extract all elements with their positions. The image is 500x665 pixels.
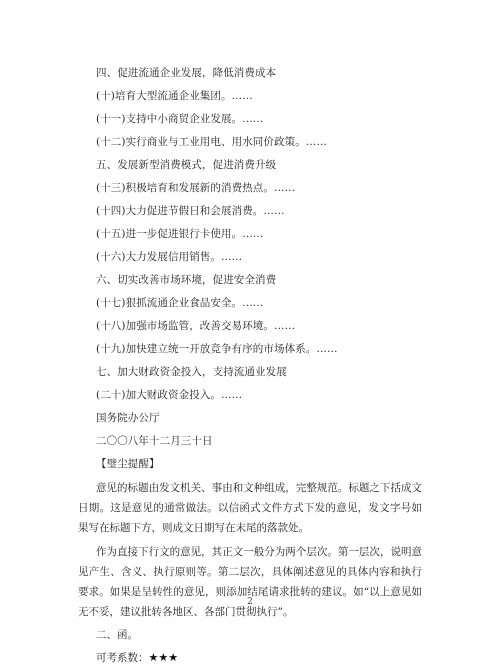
explanation-paragraph-2: 作为直接下行文的意见，其正文一般分为两个层次。第一层次，说明意见产生、含义、执行原则等。第二层次，具体阐述意见的具体内容和执行要求。如果是呈转性的意见，则添加结尾请求批转的建议。如“以上意见如无不妥，建议批转各地区、各部门贯彻执行”。 (78, 546, 422, 618)
item-19: (十九)加快建立统一开放竞争有序的市场体系。…… (96, 343, 338, 355)
item-11: (十一)支持中小商贸企业发展。…… (96, 113, 264, 125)
item-13: (十三)积极培育和发展新的消费热点。…… (96, 182, 296, 194)
section-heading-4: 四、促进流通企业发展，降低消费成本 (96, 67, 277, 79)
section-heading-7: 七、加大财政资金投入，支持流通业发展 (96, 366, 287, 378)
item-two: 二、函。 (96, 629, 138, 641)
issuer-signature: 国务院办公厅 (96, 412, 160, 424)
section-heading-5: 五、发展新型消费模式，促进消费升级 (96, 159, 277, 171)
item-18: (十八)加强市场监管，改善交易环境。…… (96, 320, 296, 332)
item-17: (十七)狠抓流通企业食品安全。…… (96, 297, 264, 309)
item-10: (十)培育大型流通企业集团。…… (96, 90, 253, 102)
page-number: 2 (247, 597, 253, 607)
reference-label: 可考系数： (96, 652, 149, 664)
star-rating-icon: ★★★ (148, 651, 179, 664)
section-heading-6: 六、切实改善市场环境，促进安全消费 (96, 274, 277, 286)
issue-date: 二〇〇八年十二月三十日 (96, 435, 213, 447)
item-15: (十五)进一步促进银行卡使用。…… (96, 228, 264, 240)
item-14: (十四)大力促进节假日和会展消费。…… (96, 205, 285, 217)
explanation-paragraph-1: 意见的标题由发文机关、事由和文种组成，完整规范。标题之下括成文日期。这是意见的通常做法。以信函式文件方式下发的意见，发文字号如果写在标题下方，则成文日期写在末尾的落款处。 (78, 482, 422, 534)
item-12: (十二)实行商业与工业用电、用水同价政策。…… (96, 136, 327, 148)
item-20: (二十)加大财政资金投入。…… (96, 389, 243, 401)
item-16: (十六)大力发展信用销售。…… (96, 251, 243, 263)
reference-coefficient (96, 651, 178, 665)
reminder-heading: 【璧尘提醒】 (96, 458, 160, 470)
